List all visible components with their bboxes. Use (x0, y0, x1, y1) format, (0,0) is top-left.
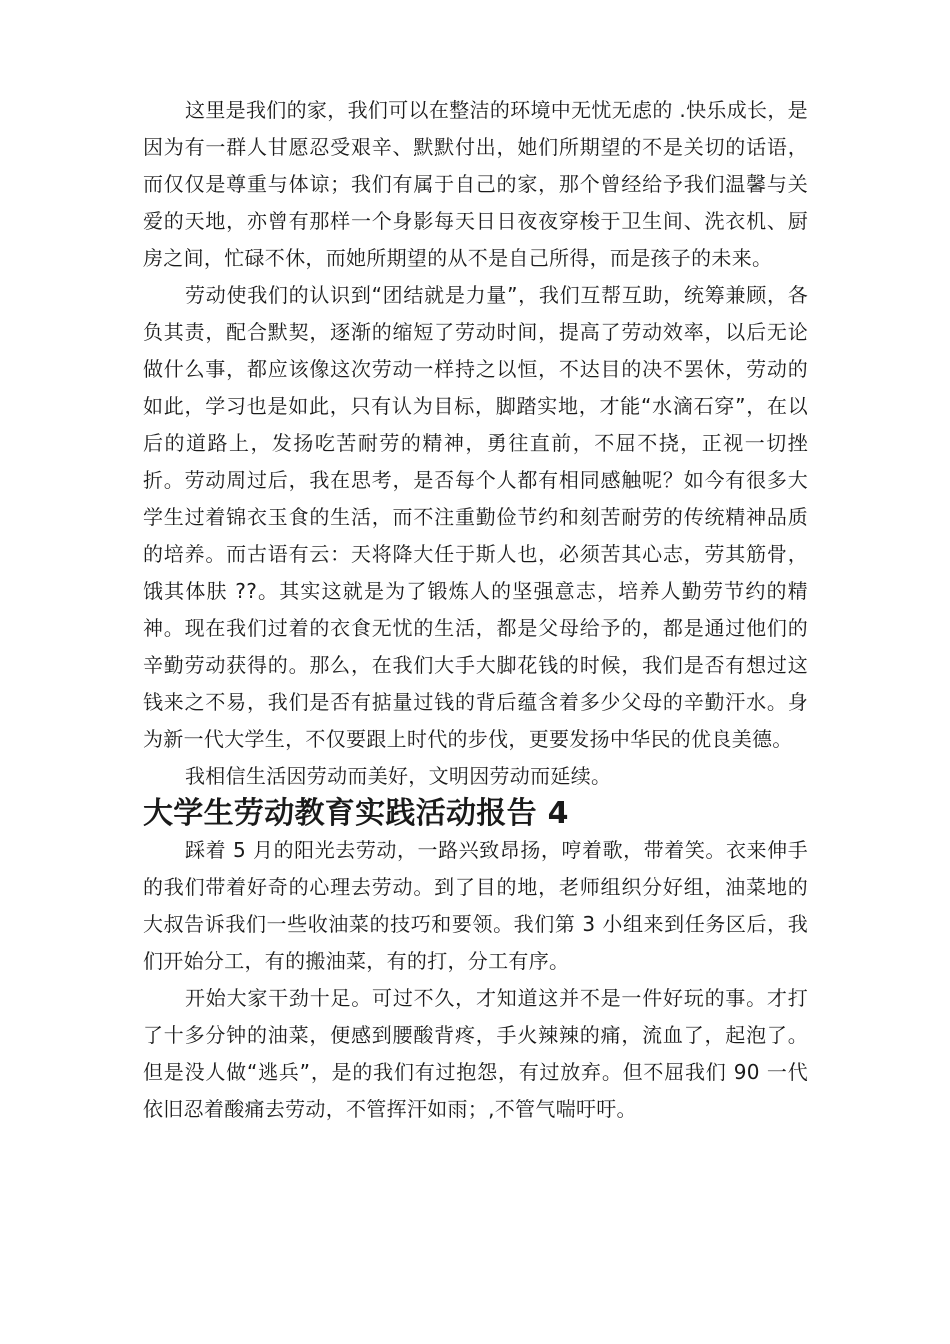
paragraph-labor-unity: 劳动使我们的认识到“团结就是力量”，我们互帮互助，统筹兼顾，各负其责，配合默契，逐渐的缩短了劳动时间，提高了劳动效率，以后无论做什么事，都应该像这次劳动一样持之以恒，不达目的决不罢休，劳动的如此，学习也是如此，只有认为目标，脚踏实地，才能“水滴石穿”，在以后的道路上，发扬吃苦耐劳的精神，勇往直前，不屈不挠，正视一切挫折。劳动周过后，我在思考，是否每个人都有相同感触呢？如今有很多大学生过着锦衣玉食的生活，而不注重勤俭节约和刻苦耐劳的传统精神品质的培养。而古语有云：天将降大任于斯人也，必须苦其心志，劳其筋骨，饿其体肤 ??。其实这就是为了锻炼人的坚强意志，培养人勤劳节约的精神。现在我们过着的衣食无忧的生活，都是父母给予的，都是通过他们的辛勤劳动获得的。那么，在我们大手大脚花钱的时候，我们是否有想过这钱来之不易，我们是否有掂量过钱的背后蕴含着多少父母的辛勤汗水。身为新一代大学生，不仅要跟上时代的步伐，更要发扬中华民的优良美德。 (143, 283, 808, 751)
paragraph-may-sunshine: 踩着 5 月的阳光去劳动，一路兴致昂扬，哼着歌，带着笑。衣来伸手的我们带着好奇的心理去劳动。到了目的地，老师组织分好组，油菜地的大叔告诉我们一些收油菜的技巧和要领。我们第 3 小组来到任务区后，我们开始分工，有的搬油菜，有的打，分工有序。 (143, 838, 808, 973)
document-page (143, 92, 808, 1128)
section-title: 大学生劳动教育实践活动报告 4 (143, 796, 569, 831)
paragraph-belief: 我相信生活因劳动而美好，文明因劳动而延续。 (185, 764, 612, 788)
paragraph-home: 这里是我们的家，我们可以在整洁的环境中无忧无虑的 .快乐成长，是因为有一群人甘愿忍受艰辛、默默付出，她们所期望的不是关切的话语，而仅仅是尊重与体谅；我们有属于自己的家，那个曾经给予我们温馨与关爱的天地，亦曾有那样一个身影每天日日夜夜穿梭于卫生间、洗衣机、厨房之间，忙碌不休，而她所期望的从不是自己所得，而是孩子的未来。 (143, 98, 808, 270)
paragraph-hard-work: 开始大家干劲十足。可过不久，才知道这并不是一件好玩的事。才打了十多分钟的油菜，便感到腰酸背疼，手火辣辣的痛，流血了，起泡了。但是没人做“逃兵”，是的我们有过抱怨，有过放弃。但不屈我们 90 一代依旧忍着酸痛去劳动，不管挥汗如雨；,不管气喘吁吁。 (143, 986, 808, 1121)
